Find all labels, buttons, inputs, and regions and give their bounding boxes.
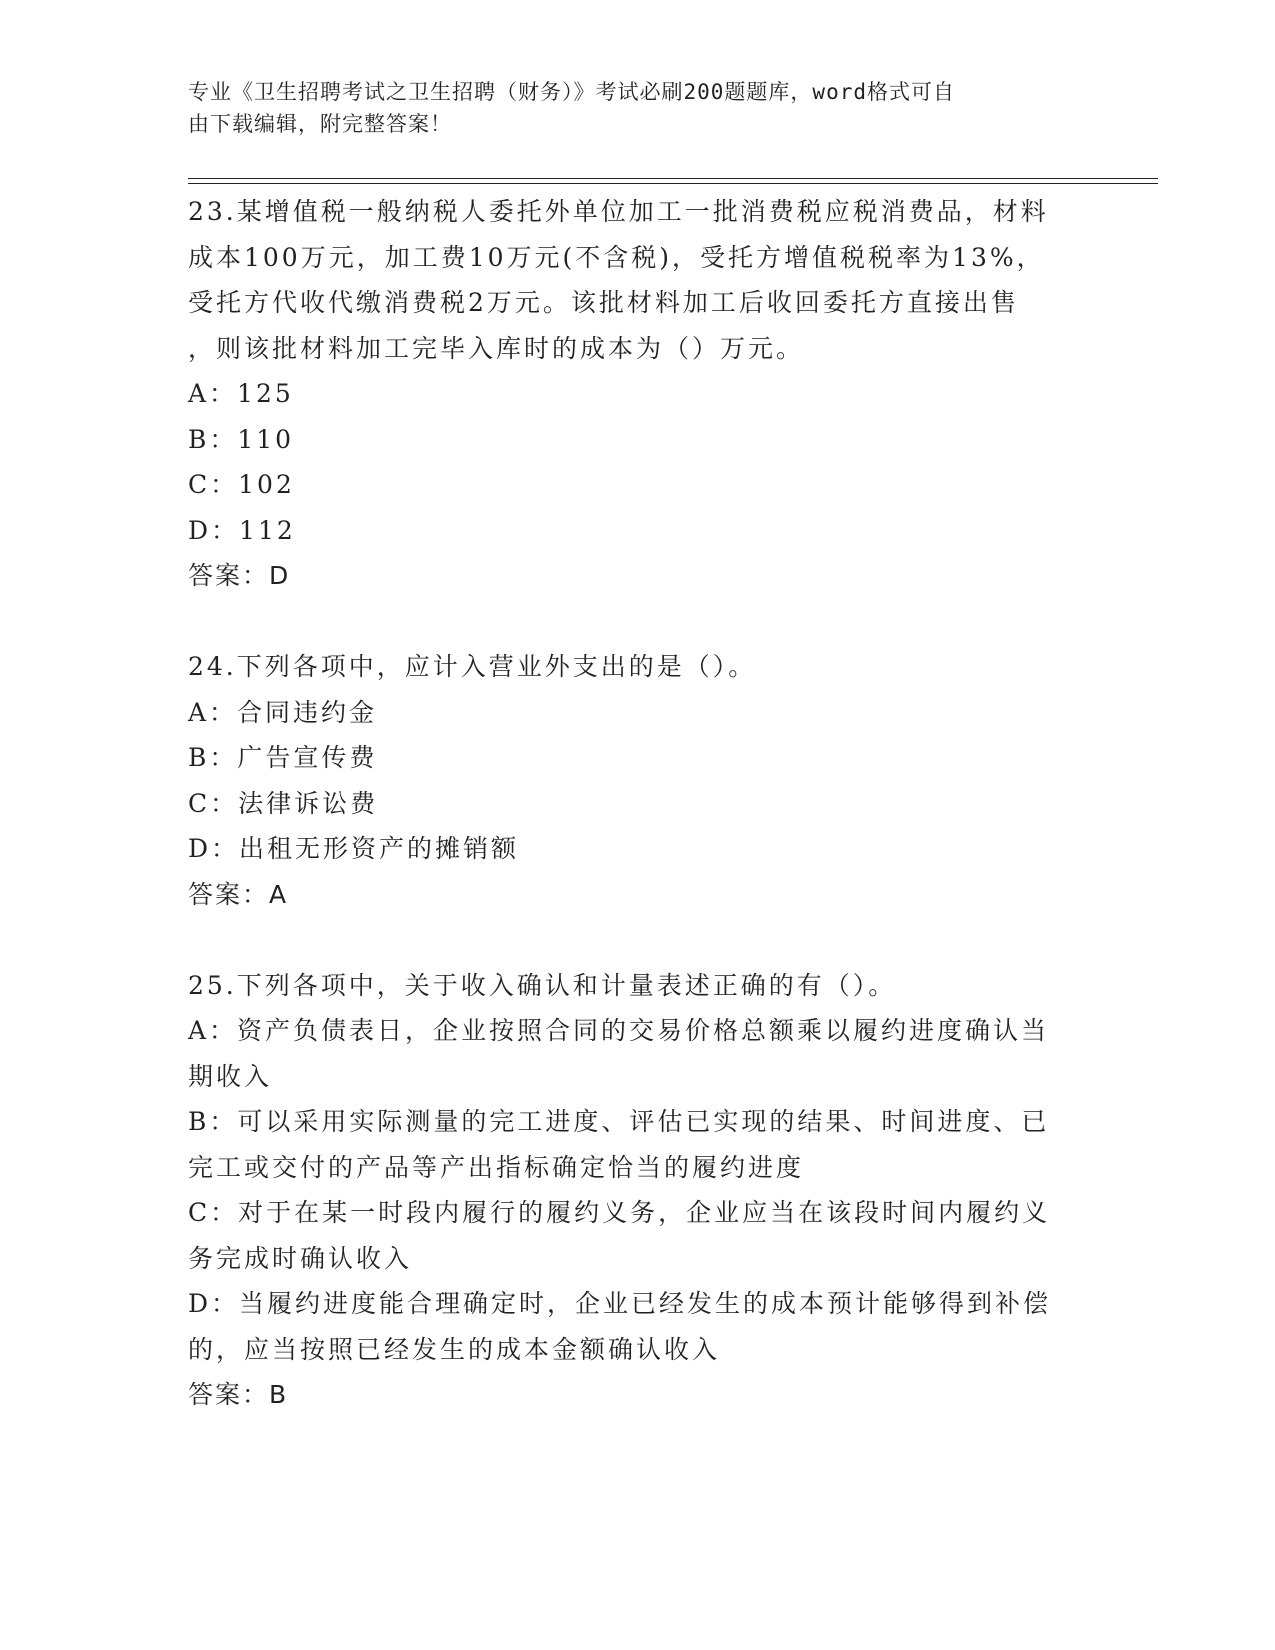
option-a [188,371,1073,417]
stem-line: 25.下列各项中，关于收入确认和计量表述正确的有（）。 [188,970,897,1000]
option-line: D：当履约进度能合理确定时，企业已经发生的成本预计能够得到补偿 [188,1289,1052,1318]
stem-line: ，则该批材料加工完毕入库时的成本为（）万元。 [188,333,805,363]
option-c [188,781,1073,827]
option-c [188,462,1073,508]
question-25 [188,963,1073,1418]
question-24 [188,644,1073,917]
question-23 [188,189,1073,599]
option-line: A：合同违约金 [188,697,378,727]
header-line: 由下载编辑，附完整答案！ [188,112,452,136]
header-line: 专业《卫生招聘考试之卫生招聘（财务）》考试必刷200题题库，word格式可自 [188,80,955,104]
stem-line: 成本100万元，加工费10万元(不含税)，受托方增值税税率为13%， [188,242,1045,272]
stem-line: 24.下列各项中，应计入营业外支出的是（）。 [188,652,757,681]
header-divider [188,178,1158,179]
option-line: C：102 [188,470,295,499]
option-line: 完工或交付的产品等产出指标确定恰当的履约进度 [188,1152,805,1182]
option-line: 期收入 [188,1061,273,1091]
option-b [188,1099,1073,1190]
option-line: B：广告宣传费 [188,743,378,772]
option-b [188,417,1073,463]
option-line: D：112 [188,515,296,545]
question-stem [188,963,1073,1009]
stem-line: 23.某增值税一般纳税人委托外单位加工一批消费税应税消费品，材料 [188,197,1049,226]
option-line: 的，应当按照已经发生的成本金额确认收入 [188,1334,721,1364]
option-line: A：125 [188,379,294,408]
option-a [188,690,1073,736]
option-b [188,735,1073,781]
answer-line: 答案：A [188,879,289,909]
option-line: C：法律诉讼费 [188,788,379,818]
question-stem [188,189,1073,371]
question-spacer [188,917,1073,963]
question-spacer [188,599,1073,645]
document-header [188,76,1068,140]
stem-line: 受托方代收代缴消费税2万元。该批材料加工后收回委托方直接出售 [188,288,1019,317]
header-divider [188,183,1158,184]
option-line: C：对于在某一时段内履行的履约义务，企业应当在该段时间内履约义 [188,1198,1051,1227]
option-line: 务完成时确认收入 [188,1243,413,1273]
question-list [188,189,1073,1418]
option-d [188,1281,1073,1372]
option-a [188,1008,1073,1099]
option-c [188,1190,1073,1281]
answer-line: 答案：D [188,561,291,590]
option-d [188,826,1073,872]
option-line: B：可以采用实际测量的完工进度、评估已实现的结果、时间进度、已 [188,1107,1050,1136]
option-d [188,508,1073,554]
option-line: A：资产负债表日，企业按照合同的交易价格总额乘以履约进度确认当 [188,1016,1050,1045]
option-line: B：110 [188,424,295,454]
question-stem [188,644,1073,690]
option-line: D：出租无形资产的摊销额 [188,834,520,863]
answer-line: 答案：B [188,1380,289,1409]
